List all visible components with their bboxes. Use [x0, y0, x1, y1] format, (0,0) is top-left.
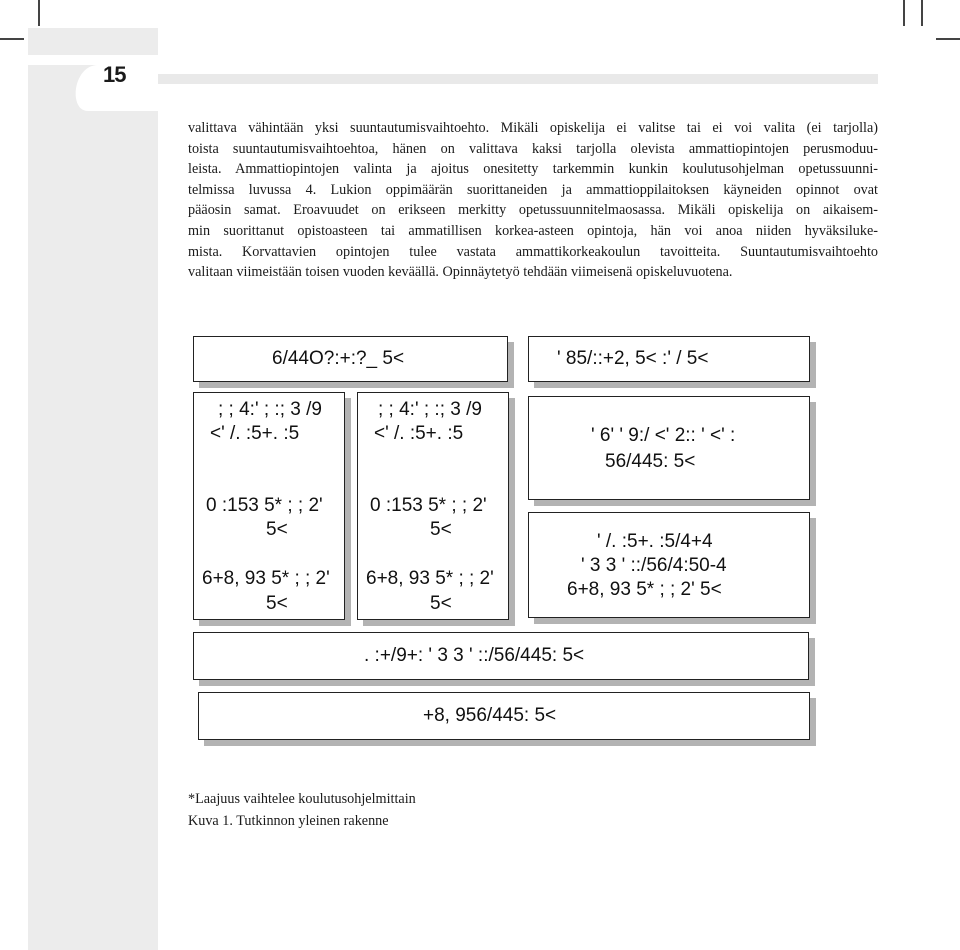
- diagram-box-label: 6+8, 93 5* ; ; 2': [202, 568, 330, 589]
- diagram-box-top-left: [193, 336, 508, 382]
- diagram-box-label: 6+8, 93 5* ; ; 2' 5<: [567, 579, 722, 600]
- diagram-box-wide-2: [198, 692, 810, 740]
- diagram-box-label: 5<: [266, 519, 288, 540]
- header-rule: [132, 74, 878, 84]
- diagram-column-2: [357, 392, 509, 620]
- diagram-box-top-right: [528, 336, 810, 382]
- diagram-box-label: <' /. :5+. :5: [210, 423, 300, 444]
- diagram-box-label: . :+/9+: ' 3 3 ' ::/56/445: 5<: [364, 645, 585, 666]
- diagram-box-label: 0 :153 5* ; ; 2': [206, 495, 323, 516]
- figure-caption: Kuva 1. Tutkinnon yleinen rakenne: [188, 813, 389, 829]
- crop-mark: [936, 38, 960, 40]
- crop-mark: [921, 0, 923, 26]
- diagram-box-label: 5<: [430, 593, 452, 614]
- diagram-box-label: 0 :153 5* ; ; 2': [370, 495, 487, 516]
- page-number-tab: [28, 55, 158, 111]
- diagram-box-label: ; ; 4:' ; :; 3 /9: [218, 399, 322, 420]
- diagram-box-label: ; ; 4:' ; :; 3 /9: [378, 399, 482, 420]
- diagram-column-1: [193, 392, 345, 620]
- diagram-box-label: ' 85/::+2, 5< :' / 5<: [557, 348, 709, 369]
- diagram-box-label: +8, 956/445: 5<: [423, 705, 557, 726]
- body-line: valitaan viimeistään toisen vuoden keväällä. Opinnäytetyö tehdään viimeisenä opiskeluvuotena.: [188, 264, 733, 281]
- body-line: telmissa luvussa 4. Lukion oppimäärän suorittaneiden ja ammattioppilaitoksen käyneiden opinnot ovat: [188, 181, 878, 198]
- body-line: leista. Ammattiopintojen valinta ja ajoitus onesitetty tarkemmin kunkin koulutusohjelman opetussuunni-: [188, 161, 878, 178]
- diagram-box-wide-1: [193, 632, 809, 680]
- diagram-box-label: ' 3 3 ' ::/56/4:50-4: [581, 555, 727, 576]
- diagram-box-label: 5<: [430, 519, 452, 540]
- crop-mark: [38, 0, 40, 26]
- footnote: *Laajuus vaihtelee koulutusohjelmittain: [188, 791, 416, 807]
- body-line: pääosin samat. Eroavuudet on erikseen merkitty opetussuunnitelmaosassa. Mikäli opiskelija on aikaisem-: [188, 202, 878, 219]
- diagram-box-label: <' /. :5+. :5: [374, 423, 464, 444]
- page-margin-band: [28, 28, 158, 950]
- body-paragraph: [188, 118, 878, 283]
- diagram-box-label: 6+8, 93 5* ; ; 2': [366, 568, 494, 589]
- diagram-box-label: ' /. :5+. :5/4+4: [597, 531, 713, 552]
- diagram-box-label: 6/44O?:+:?_ 5<: [272, 348, 405, 369]
- page-number: 15: [103, 62, 126, 87]
- diagram-box-label: 56/445: 5<: [605, 451, 696, 472]
- body-line: mista. Korvattavien opintojen tulee vastata ammattikorkeakoulun tavoitteita. Suuntautumisvaihtoehto: [188, 243, 878, 260]
- body-line: valittava vähintään yksi suuntautumisvaihtoehto. Mikäli opiskelija ei valitse tai ei voi valita (ei tarjolla): [188, 120, 878, 136]
- diagram-box-right-upper: [528, 396, 810, 500]
- diagram-box-label: ' 6' ' 9:/ <' 2:: ' <' :: [591, 425, 736, 446]
- body-line: toista suuntautumisvaihtoehtoa, hänen on valittava kaksi tarjolla olevista ammattiopintojen perusmoduu-: [188, 140, 878, 157]
- body-line: min suorittanut opistoasteen tai ammatillisen korkea-asteen opintoja, hän voi anoa niiden hyväksilukе-: [188, 222, 878, 239]
- crop-mark: [0, 38, 24, 40]
- diagram-box-right-lower: [528, 512, 810, 618]
- diagram-box-label: 5<: [266, 593, 288, 614]
- crop-mark: [903, 0, 905, 26]
